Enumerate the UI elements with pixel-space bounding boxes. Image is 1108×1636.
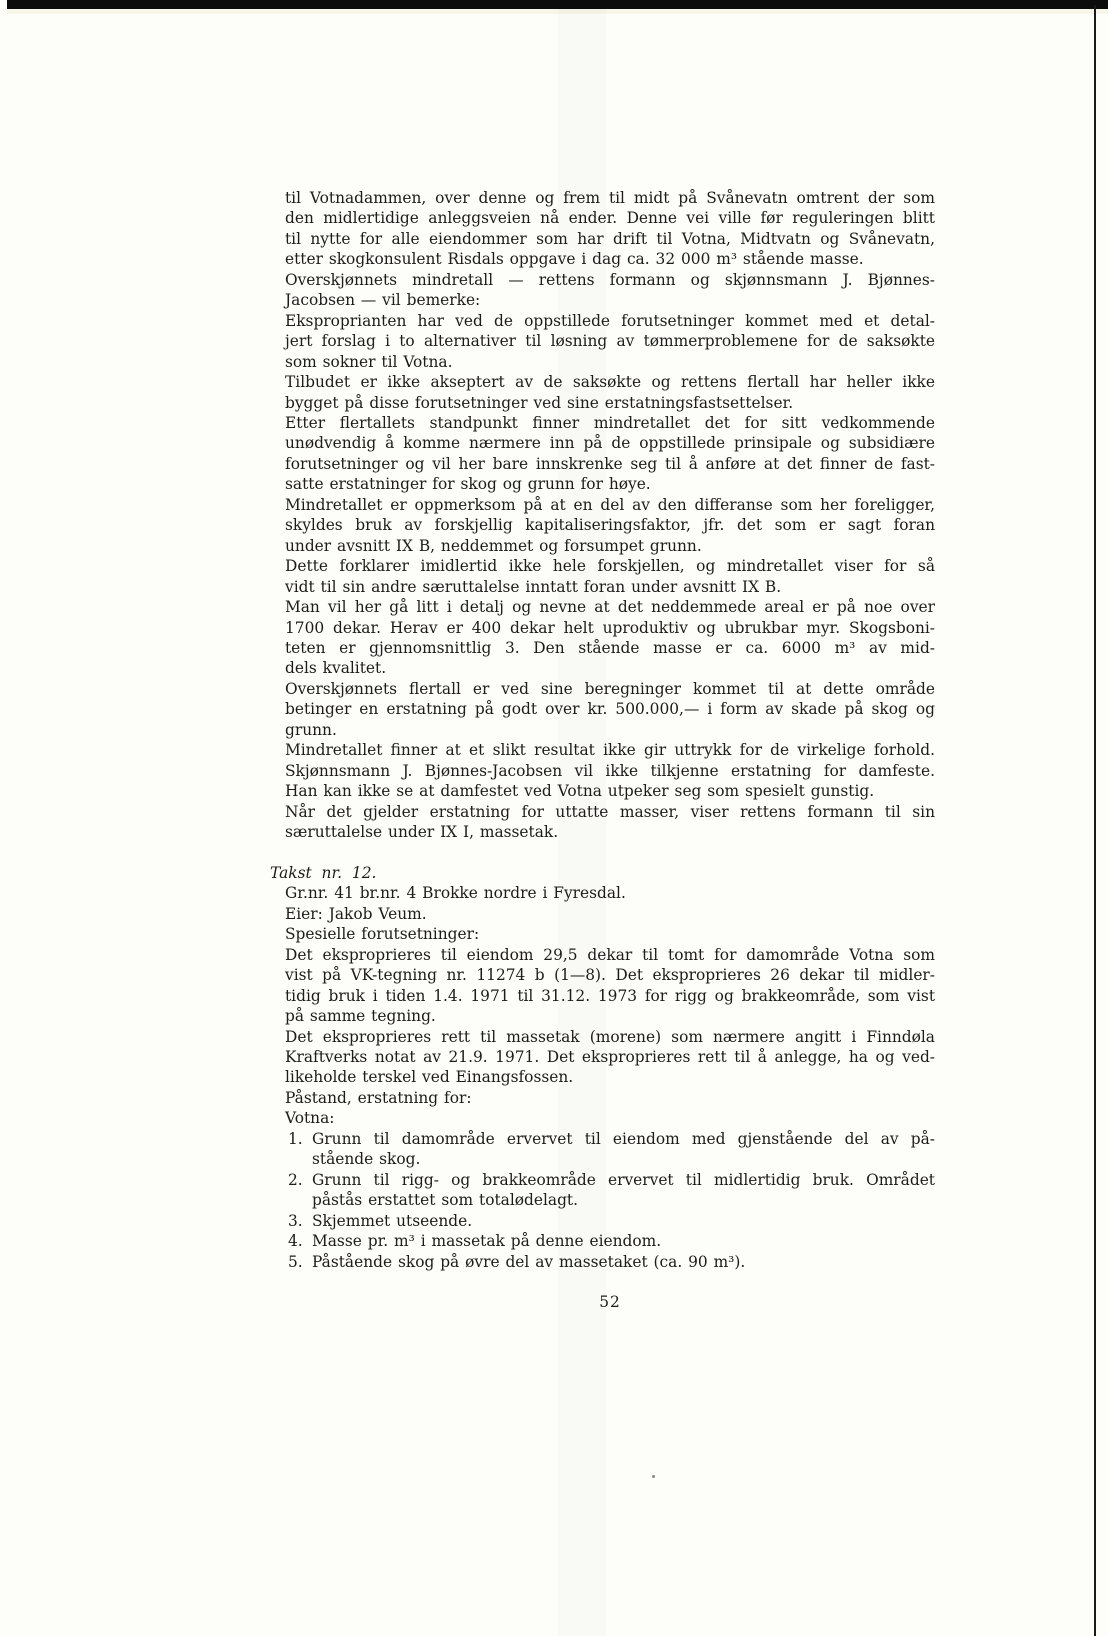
list-item (285, 1211, 935, 1231)
text-line: særuttalelse under IX I, massetak. (285, 823, 559, 842)
list-item (285, 1252, 935, 1272)
text-line: Mindretallet er oppmerksom på at en del av den differanse som her foreligger, (285, 495, 935, 514)
text-line: under avsnitt IX B, neddemmet og forsumpet grunn. (285, 536, 702, 555)
text-line: Mindretallet finner at et slikt resultat ikke gir uttrykk for de virkelige forhold. (285, 741, 935, 760)
text-line: som sokner til Votna. (285, 352, 453, 371)
text-line: den midlertidige anleggsveien nå ender. Denne vei ville før reguleringen blitt (285, 209, 935, 228)
text-line: Gr.nr. 41 br.nr. 4 Brokke nordre i Fyresdal. (285, 884, 626, 903)
list-item-number: 2. (288, 1170, 303, 1189)
list-item (285, 1170, 935, 1211)
list-item-line: påstås erstattet som totalødelagt. (312, 1191, 578, 1210)
list-item (285, 1129, 935, 1170)
text-line: betinger en erstatning på godt over kr. 500.000,— i form av skade på skog og (285, 700, 935, 719)
list-item (285, 1231, 935, 1251)
list-item-line: Påstående skog på øvre del av massetaket (ca. 90 m³). (312, 1252, 746, 1271)
text-line: Eksproprianten har ved de oppstillede forutsetninger kommet med et detal- (285, 311, 935, 330)
text-line: bygget på disse forutsetninger ved sine erstatningsfastsettelser. (285, 393, 794, 412)
text-line: grunn. (285, 720, 337, 739)
text-line: Han kan ikke se at damfestet ved Votna utpeker seg som spesielt gunstig. (285, 782, 875, 801)
text-line: Votna: (285, 1109, 335, 1128)
text-line: skyldes bruk av forskjellig kapitaliseringsfaktor, jfr. det som er sagt foran (285, 516, 935, 535)
document-body (270, 188, 935, 1313)
text-line: Det eksproprieres til eiendom 29,5 dekar til tomt for damområde Votna som (285, 945, 935, 964)
list-item-line: Masse pr. m³ i massetak på denne eiendom. (312, 1232, 662, 1251)
text-line: Spesielle forutsetninger: (285, 925, 480, 944)
text-line: satte erstatninger for skog og grunn for høye. (285, 475, 651, 494)
text-line: Dette forklarer imidlertid ikke hele forskjellen, og mindretallet viser for så (285, 557, 935, 576)
text-line: Man vil her gå litt i detalj og nevne at det neddemmede areal er på noe over (285, 598, 935, 617)
list-item-number: 4. (288, 1232, 303, 1251)
list-item-line: stående skog. (312, 1150, 421, 1169)
list-item-number: 3. (288, 1211, 303, 1230)
scan-speck (652, 1475, 655, 1478)
takst-heading: Takst nr. 12. (270, 863, 377, 882)
scan-top-strip (7, 9, 1108, 14)
text-line: jert forslag i to alternativer til løsning av tømmerproblemene for de saksøkte (285, 332, 935, 351)
list-item-line: Grunn til rigg- og brakkeområde ervervet til midlertidig bruk. Området (312, 1170, 935, 1189)
text-line: Det eksproprieres rett til massetak (morene) som nærmere angitt i Finndøla (285, 1027, 935, 1046)
text-line: forutsetninger og vil her bare innskrenke seg til å anføre at det finner de fast- (285, 454, 935, 473)
text-line: vist på VK-tegning nr. 11274 b (1—8). Det eksproprieres 26 dekar til midler- (285, 966, 935, 985)
list-item-line: Skjemmet utseende. (312, 1211, 473, 1230)
text-line: til Votnadammen, over denne og frem til midt på Svånevatn omtrent der som (285, 189, 935, 207)
text-line: Påstand, erstatning for: (285, 1088, 472, 1107)
text-line: tidig bruk i tiden 1.4. 1971 til 31.12. 1973 for rigg og brakkeområde, som vist (285, 986, 935, 1005)
text-line: på samme tegning. (285, 1007, 436, 1026)
text-line: dels kvalitet. (285, 659, 387, 678)
page-number: 52 (599, 1293, 621, 1312)
text-line: til nytte for alle eiendommer som har drift til Votna, Midtvatn og Svånevatn, (285, 229, 935, 248)
text-line: teten er gjennomsnittlig 3. Den stående masse er ca. 6000 m³ av mid- (285, 638, 935, 657)
text-line: Overskjønnets mindretall — rettens formann og skjønnsmann J. Bjønnes- (285, 270, 935, 289)
text-line: unødvendig å komme nærmere inn på de oppstillede prinsipale og subsidiære (285, 434, 935, 453)
text-line: Når det gjelder erstatning for uttatte masser, viser rettens formann til sin (285, 802, 935, 821)
text-line: vidt til sin andre særuttalelse inntatt foran under avsnitt IX B. (285, 577, 782, 596)
text-line: Tilbudet er ikke akseptert av de saksøkte og rettens flertall har heller ikke (285, 373, 935, 392)
text-line: Skjønnsmann J. Bjønnes-Jacobsen vil ikke tilkjenne erstatning for damfeste. (285, 761, 935, 780)
text-line: Kraftverks notat av 21.9. 1971. Det eksproprieres rett til å anlegge, ha og ved- (285, 1048, 935, 1067)
text-line: Overskjønnets flertall er ved sine beregninger kommet til at dette område (285, 679, 935, 698)
list-item-line: Grunn til damområde ervervet til eiendom med gjenstående del av på- (312, 1129, 935, 1148)
list-item-number: 1. (288, 1129, 303, 1148)
scan-top-bar (7, 0, 1108, 9)
text-line: Jacobsen — vil bemerke: (285, 291, 481, 310)
list-item-number: 5. (288, 1252, 303, 1271)
text-line: 1700 dekar. Herav er 400 dekar helt uproduktiv og ubrukbar myr. Skogsboni- (285, 618, 935, 637)
text-line: Eier: Jakob Veum. (285, 904, 427, 923)
scan-edge-line (1094, 5, 1096, 1636)
text-line: etter skogkonsulent Risdals oppgave i dag ca. 32 000 m³ stående masse. (285, 250, 864, 269)
text-line: likeholde terskel ved Einangsfossen. (285, 1068, 574, 1087)
text-line: Etter flertallets standpunkt finner mindretallet det for sitt vedkommende (285, 413, 935, 432)
